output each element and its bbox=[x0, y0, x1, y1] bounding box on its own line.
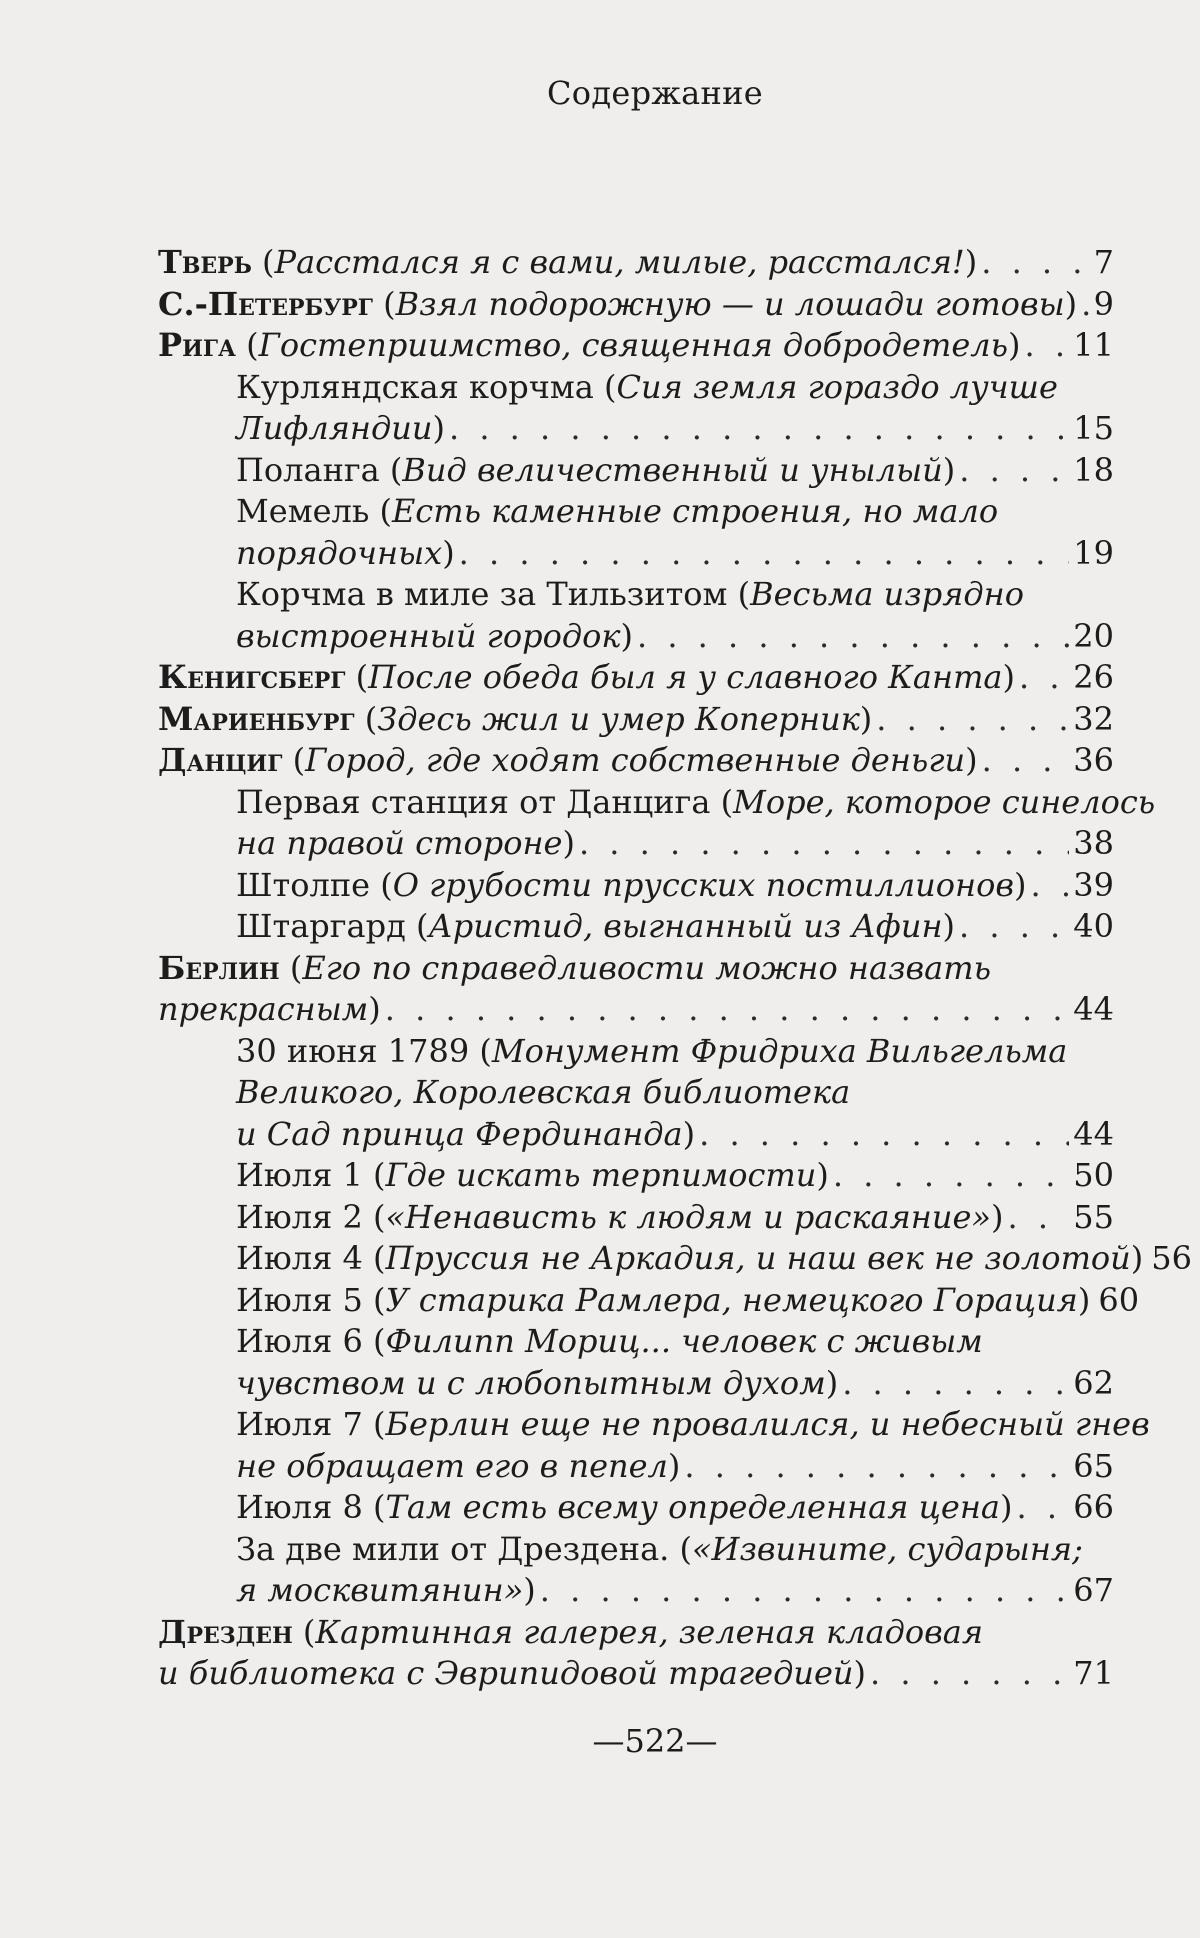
toc-quote: и Сад принца Фердинанда bbox=[236, 1114, 683, 1153]
toc-page-number: 62 bbox=[1073, 1363, 1114, 1402]
toc-paren: ) bbox=[368, 990, 381, 1028]
toc-page-number: 44 bbox=[1073, 1114, 1114, 1153]
toc-text bbox=[158, 657, 1015, 699]
toc-quote: Лифляндии bbox=[236, 409, 433, 447]
toc-text bbox=[236, 1321, 983, 1363]
toc-line bbox=[236, 1072, 1114, 1114]
toc-line bbox=[158, 699, 1114, 741]
toc-page-number: 18 bbox=[1073, 450, 1114, 489]
toc-text bbox=[236, 1072, 850, 1114]
toc-quote: Город, где ходят собственные деньги bbox=[305, 741, 966, 779]
toc-chapter bbox=[158, 1612, 1114, 1695]
toc-paren: ( bbox=[372, 284, 396, 323]
toc-paren: ( bbox=[292, 1612, 316, 1651]
toc-title: Штаргард ( bbox=[236, 907, 429, 945]
toc-quote: Есть каменные строения, но мало bbox=[391, 492, 999, 530]
toc-text bbox=[158, 325, 1021, 367]
toc-page-number: 71 bbox=[1073, 1654, 1114, 1692]
dot-leader bbox=[1030, 865, 1069, 907]
toc-title: Поланга ( bbox=[236, 450, 403, 489]
toc-subentry bbox=[158, 1529, 1114, 1612]
toc-text bbox=[236, 1197, 1003, 1239]
toc-paren: ) bbox=[853, 1654, 867, 1692]
toc-quote: Где искать терпимости bbox=[385, 1156, 817, 1194]
dot-leader bbox=[1081, 284, 1090, 326]
toc-line bbox=[158, 242, 1114, 284]
toc-paren: ) bbox=[1008, 326, 1021, 364]
dot-leader bbox=[637, 616, 1069, 658]
toc-subentry bbox=[158, 491, 1114, 574]
toc-quote: выстроенный городок bbox=[236, 616, 621, 655]
toc-page-number: 67 bbox=[1073, 1571, 1114, 1609]
dot-leader bbox=[959, 450, 1069, 492]
dot-leader bbox=[1019, 657, 1069, 699]
toc-paren: ) bbox=[859, 699, 873, 738]
toc-line bbox=[236, 1155, 1114, 1197]
toc-quote: Здесь жил и умер Коперник bbox=[377, 699, 860, 738]
toc-quote: прекрасным bbox=[158, 990, 369, 1028]
toc-text bbox=[236, 1529, 1083, 1571]
toc-quote: на правой стороне bbox=[236, 824, 563, 862]
toc-title: ) bbox=[1130, 1239, 1144, 1277]
toc-line bbox=[236, 1363, 1114, 1405]
toc-quote: не обращает его в пепел bbox=[236, 1446, 668, 1485]
toc-title: Июля 6 ( bbox=[236, 1322, 386, 1360]
toc-text bbox=[158, 242, 977, 284]
toc-paren: ) bbox=[1064, 284, 1078, 323]
toc-page-number: 7 bbox=[1093, 243, 1114, 281]
toc-title: Июля 8 ( bbox=[236, 1488, 386, 1526]
toc-quote: «Ненависть к людям и раскаяние» bbox=[385, 1197, 991, 1236]
toc-quote: и библиотека с Эврипидовой трагедией bbox=[158, 1654, 854, 1692]
toc-chapter bbox=[158, 284, 1114, 326]
toc-text bbox=[236, 1114, 695, 1156]
toc-paren: ( bbox=[354, 699, 378, 738]
dot-leader bbox=[833, 1155, 1069, 1197]
toc-line bbox=[158, 989, 1114, 1031]
toc-text bbox=[236, 823, 575, 865]
toc-text bbox=[158, 948, 991, 990]
toc-page-number: 36 bbox=[1073, 741, 1114, 779]
toc-quote: я москвитянин» bbox=[236, 1571, 524, 1609]
toc-paren: ) bbox=[964, 243, 978, 281]
toc-quote: Картинная галерея, зеленая кладовая bbox=[315, 1612, 984, 1651]
table-of-contents bbox=[158, 242, 1192, 1695]
toc-subentry bbox=[158, 1238, 1192, 1280]
toc-quote: Берлин еще не провалился, и небесный гнев bbox=[385, 1405, 1150, 1443]
toc-quote: Монумент Фридриха Вильгельма bbox=[491, 1031, 1068, 1070]
toc-subentry bbox=[158, 1404, 1150, 1487]
toc-title: ) bbox=[562, 824, 575, 862]
toc-text bbox=[236, 1570, 536, 1612]
dot-leader bbox=[699, 1114, 1069, 1156]
toc-line bbox=[158, 1612, 1114, 1654]
toc-page-number: 39 bbox=[1073, 865, 1114, 904]
toc-title: ) bbox=[667, 1446, 681, 1485]
toc-page-number: 40 bbox=[1073, 907, 1114, 945]
toc-line bbox=[236, 865, 1114, 907]
toc-quote: порядочных bbox=[236, 533, 443, 572]
toc-quote: Там есть всему определенная цена bbox=[385, 1488, 1000, 1526]
toc-place-name: Дрезден bbox=[158, 1612, 293, 1651]
toc-page-number: 26 bbox=[1073, 658, 1114, 696]
toc-title: ) bbox=[1077, 1280, 1091, 1319]
toc-title: Мемель ( bbox=[236, 492, 392, 530]
toc-text bbox=[236, 574, 1024, 616]
toc-quote: Его по справедливости можно назвать bbox=[302, 948, 991, 987]
toc-text bbox=[158, 1612, 983, 1654]
toc-paren: ( bbox=[282, 741, 306, 779]
dot-leader bbox=[579, 823, 1069, 865]
toc-line bbox=[236, 574, 1114, 616]
toc-line bbox=[236, 823, 1114, 865]
toc-title: Июля 7 ( bbox=[236, 1405, 386, 1443]
toc-chapter bbox=[158, 740, 1114, 782]
toc-quote: Взял подорожную — и лошади готовы bbox=[395, 284, 1065, 323]
toc-line bbox=[236, 491, 1114, 533]
toc-quote: После обеда был я у славного Канта bbox=[368, 658, 1003, 696]
dot-leader bbox=[842, 1363, 1069, 1405]
toc-subentry bbox=[158, 574, 1114, 657]
toc-title: 30 июня 1789 ( bbox=[236, 1031, 492, 1070]
toc-text bbox=[236, 1155, 829, 1197]
toc-text bbox=[236, 1238, 1143, 1280]
toc-quote: чувством и с любопытным духом bbox=[236, 1363, 826, 1402]
toc-subentry bbox=[158, 1321, 1114, 1404]
toc-title: Курляндская корчма ( bbox=[236, 367, 617, 406]
toc-paren: ( bbox=[235, 326, 259, 364]
toc-paren: ( bbox=[345, 658, 369, 696]
dot-leader bbox=[1016, 1487, 1069, 1529]
toc-text bbox=[158, 699, 872, 741]
toc-title: Корчма в миле за Тильзитом ( bbox=[236, 575, 751, 613]
toc-quote: Великого, Королевская библиотека bbox=[236, 1073, 851, 1111]
toc-chapter bbox=[158, 242, 1114, 284]
toc-line bbox=[236, 1280, 1140, 1322]
toc-chapter bbox=[158, 948, 1114, 1031]
toc-page-number: 20 bbox=[1073, 616, 1114, 655]
toc-quote: Гостеприимство, священная добродетель bbox=[258, 326, 1009, 364]
toc-quote: Море, которое синелось bbox=[733, 782, 1156, 821]
toc-place-name: С.-Петербург bbox=[158, 284, 373, 323]
toc-line bbox=[236, 367, 1114, 409]
page-title: Содержание bbox=[547, 74, 763, 112]
toc-text bbox=[236, 367, 1058, 409]
toc-subentry bbox=[158, 1031, 1114, 1156]
toc-text bbox=[236, 906, 955, 948]
toc-chapter bbox=[158, 657, 1114, 699]
toc-text bbox=[236, 1280, 1090, 1322]
toc-quote: Расстался я с вами, милые, расстался! bbox=[274, 243, 965, 281]
toc-title: ) bbox=[1013, 865, 1027, 904]
toc-line bbox=[158, 284, 1114, 326]
toc-line bbox=[236, 1114, 1114, 1156]
toc-subentry bbox=[158, 865, 1114, 907]
toc-text bbox=[236, 782, 1155, 824]
toc-title: ) bbox=[816, 1156, 829, 1194]
toc-line bbox=[236, 1404, 1150, 1446]
toc-paren: ( bbox=[251, 243, 275, 281]
toc-page-number: 11 bbox=[1073, 326, 1114, 364]
toc-place-name: Рига bbox=[158, 326, 236, 364]
toc-line bbox=[158, 657, 1114, 699]
toc-place-name: Данциг bbox=[158, 741, 283, 779]
toc-title: ) bbox=[942, 450, 956, 489]
toc-text bbox=[236, 533, 455, 575]
toc-page-number: 32 bbox=[1073, 699, 1114, 738]
toc-page-number: 66 bbox=[1073, 1488, 1114, 1526]
toc-quote: «Извините, сударыня; bbox=[691, 1529, 1083, 1568]
toc-text bbox=[158, 989, 381, 1031]
dot-leader bbox=[982, 740, 1070, 782]
toc-title: ) bbox=[990, 1197, 1004, 1236]
toc-page-number: 50 bbox=[1073, 1156, 1114, 1194]
toc-line bbox=[236, 906, 1114, 948]
toc-page-number: 65 bbox=[1073, 1446, 1114, 1485]
dot-leader bbox=[459, 533, 1070, 575]
toc-place-name: Мариенбург bbox=[158, 699, 355, 738]
toc-text bbox=[158, 740, 978, 782]
toc-text bbox=[236, 1363, 838, 1405]
toc-line bbox=[236, 1570, 1114, 1612]
toc-subentry bbox=[158, 1197, 1114, 1239]
toc-title: Июля 2 ( bbox=[236, 1197, 386, 1236]
toc-subentry bbox=[158, 906, 1114, 948]
toc-text bbox=[236, 616, 633, 658]
toc-title: Июля 5 ( bbox=[236, 1280, 386, 1319]
toc-text bbox=[158, 1653, 866, 1695]
toc-line bbox=[236, 1031, 1114, 1073]
toc-line bbox=[236, 1321, 1114, 1363]
toc-text bbox=[236, 1446, 680, 1488]
toc-line bbox=[236, 533, 1114, 575]
toc-title: ) bbox=[620, 616, 633, 655]
toc-title: Первая станция от Данцига ( bbox=[236, 782, 734, 821]
toc-paren: ) bbox=[1002, 658, 1015, 696]
dot-leader bbox=[1025, 325, 1070, 367]
toc-subentry bbox=[158, 367, 1114, 450]
toc-chapter bbox=[158, 699, 1114, 741]
toc-text bbox=[236, 491, 998, 533]
toc-line bbox=[236, 782, 1156, 824]
toc-title: Штолпе ( bbox=[236, 865, 393, 904]
toc-page-number: 15 bbox=[1073, 409, 1114, 447]
toc-title: ) bbox=[682, 1114, 696, 1153]
toc-page-number: 60 bbox=[1098, 1280, 1140, 1319]
toc-place-name: Тверь bbox=[158, 243, 252, 281]
toc-place-name: Берлин bbox=[158, 948, 280, 987]
toc-quote: Сия земля гораздо лучше bbox=[616, 367, 1058, 406]
toc-title: Июля 1 ( bbox=[236, 1156, 386, 1194]
toc-place-name: Кенигсберг bbox=[158, 658, 346, 696]
toc-page-number: 56 bbox=[1151, 1239, 1192, 1277]
toc-quote: Вид величественный и унылый bbox=[402, 450, 943, 489]
toc-text bbox=[236, 450, 955, 492]
toc-subentry bbox=[158, 782, 1156, 865]
toc-title: ) bbox=[942, 907, 955, 945]
toc-text bbox=[236, 1031, 1067, 1073]
toc-line bbox=[236, 1446, 1114, 1488]
toc-line bbox=[236, 1529, 1114, 1571]
toc-subentry bbox=[158, 1487, 1114, 1529]
toc-title: ) bbox=[523, 1571, 536, 1609]
toc-text bbox=[236, 408, 445, 450]
toc-page-number: 19 bbox=[1073, 533, 1114, 572]
toc-line bbox=[236, 1197, 1114, 1239]
dot-leader bbox=[981, 242, 1089, 284]
toc-title: Июля 4 ( bbox=[236, 1239, 386, 1277]
toc-quote: У старика Рамлера, немецкого Горация bbox=[385, 1280, 1078, 1319]
toc-line bbox=[158, 948, 1114, 990]
toc-line bbox=[236, 1238, 1192, 1280]
dot-leader bbox=[870, 1653, 1069, 1695]
toc-title: ) bbox=[999, 1488, 1013, 1526]
toc-line bbox=[236, 408, 1114, 450]
toc-page-number: 38 bbox=[1073, 824, 1114, 862]
toc-paren: ) bbox=[965, 741, 978, 779]
toc-quote: О грубости прусских постиллионов bbox=[392, 865, 1014, 904]
toc-line bbox=[236, 616, 1114, 658]
toc-text bbox=[236, 1404, 1150, 1446]
toc-subentry bbox=[158, 1280, 1140, 1322]
toc-text bbox=[236, 865, 1026, 907]
toc-page-number: 44 bbox=[1073, 990, 1114, 1028]
toc-quote: Весьма изрядно bbox=[750, 575, 1025, 613]
toc-chapter bbox=[158, 325, 1114, 367]
toc-quote: Аристид, выгнанный из Афин bbox=[428, 907, 943, 945]
toc-page-number: 9 bbox=[1093, 284, 1114, 323]
toc-subentry bbox=[158, 1155, 1114, 1197]
page-number: —522— bbox=[592, 1722, 718, 1760]
toc-title: ) bbox=[825, 1363, 839, 1402]
toc-text bbox=[158, 284, 1077, 326]
toc-line bbox=[158, 740, 1114, 782]
toc-title: ) bbox=[442, 533, 455, 572]
dot-leader bbox=[449, 408, 1069, 450]
toc-quote: Пруссия не Аркадия, и наш век не золотой bbox=[385, 1239, 1131, 1277]
dot-leader bbox=[385, 989, 1070, 1031]
dot-leader bbox=[876, 699, 1069, 741]
toc-title: За две мили от Дрездена. ( bbox=[236, 1529, 692, 1568]
toc-paren: ( bbox=[279, 948, 303, 987]
toc-text bbox=[236, 1487, 1012, 1529]
dot-leader bbox=[540, 1570, 1070, 1612]
toc-subentry bbox=[158, 450, 1114, 492]
toc-quote: Филипп Мориц... человек с живым bbox=[385, 1322, 983, 1360]
dot-leader bbox=[959, 906, 1069, 948]
toc-line bbox=[158, 325, 1114, 367]
toc-title: ) bbox=[432, 409, 445, 447]
toc-page-number: 55 bbox=[1073, 1197, 1114, 1236]
dot-leader bbox=[684, 1446, 1069, 1488]
dot-leader bbox=[1007, 1197, 1069, 1239]
toc-line bbox=[236, 450, 1114, 492]
toc-line bbox=[236, 1487, 1114, 1529]
toc-line bbox=[158, 1653, 1114, 1695]
